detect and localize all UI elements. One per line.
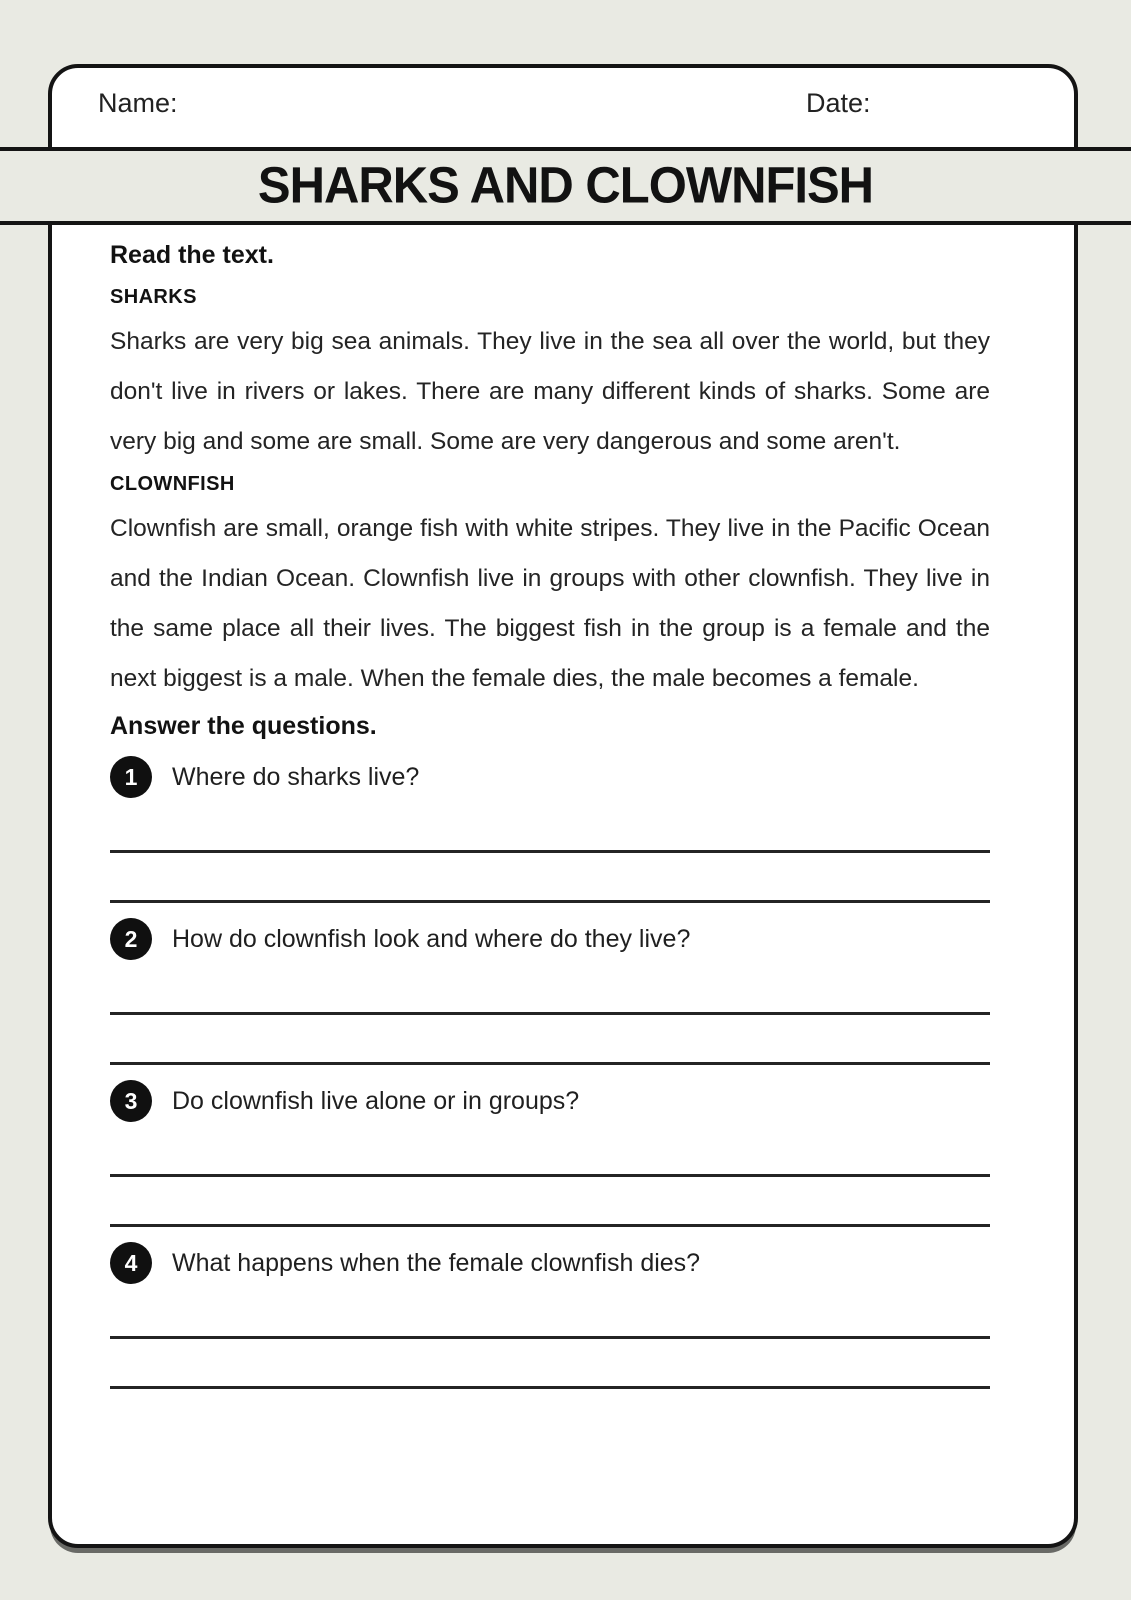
page-title: SHARKS AND CLOWNFISH [257, 157, 874, 215]
question-number-badge: 1 [110, 756, 152, 798]
date-label: Date: [806, 87, 871, 118]
question-number-badge: 3 [110, 1080, 152, 1122]
answer-line [110, 1139, 990, 1177]
name-label: Name: [98, 87, 178, 118]
section-heading-sharks: SHARKS [110, 286, 197, 308]
passage-sharks: Sharks are very big sea animals. They live in the sea all over the world, but they don't live in rivers or lakes. There are many different kinds of sharks. Some are very big and some are small. Some are very dangerous and some aren't. [110, 328, 990, 455]
answer-instruction: Answer the questions. [110, 712, 377, 740]
answer-line [110, 977, 990, 1015]
content-box [48, 221, 1078, 1548]
answer-line [110, 815, 990, 853]
name-date-box [48, 64, 1078, 156]
title-band [0, 147, 1131, 225]
passage-clownfish: Clownfish are small, orange fish with white stripes. They live in the Pacific Ocean and the Indian Ocean. Clownfish live in groups with other clownfish. They live in the same place all their lives. The biggest fish in the group is a female and the next biggest is a male. When the female dies, the male becomes a female. [110, 515, 990, 692]
question-text: What happens when the female clownfish dies? [172, 1248, 701, 1277]
answer-line [110, 1301, 990, 1339]
question-1 [110, 755, 990, 903]
answer-line [110, 853, 990, 903]
question-text: Do clownfish live alone or in groups? [172, 1086, 580, 1115]
question-3 [110, 1079, 990, 1227]
read-instruction: Read the text. [110, 241, 274, 269]
question-number-badge: 4 [110, 1242, 152, 1284]
answer-line [110, 1339, 990, 1389]
answer-line [110, 1177, 990, 1227]
question-2 [110, 917, 990, 1065]
question-4 [110, 1241, 990, 1389]
section-heading-clownfish: CLOWNFISH [110, 473, 235, 495]
question-text: How do clownfish look and where do they live? [172, 924, 691, 953]
answer-line [110, 1015, 990, 1065]
question-number-badge: 2 [110, 918, 152, 960]
question-text: Where do sharks live? [172, 762, 420, 791]
